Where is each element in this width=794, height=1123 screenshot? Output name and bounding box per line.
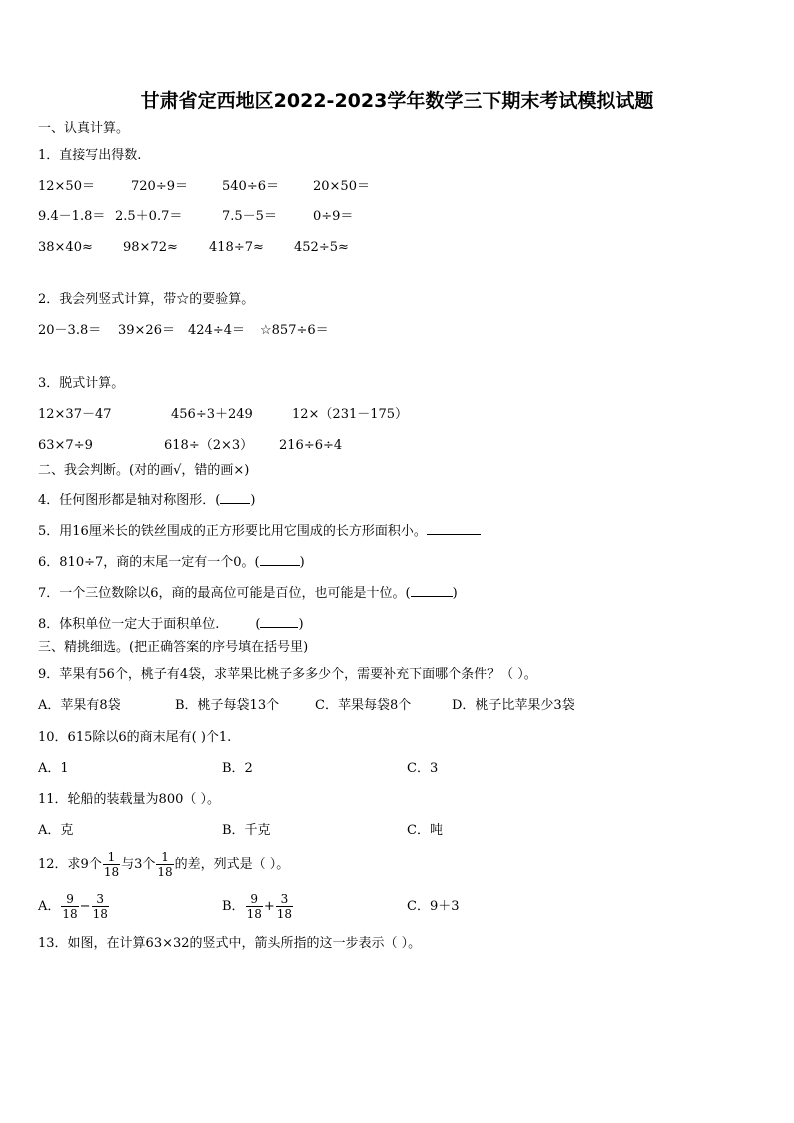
q7 bbox=[38, 582, 458, 603]
answer-blank[interactable] bbox=[427, 520, 481, 535]
q11-option-b: B．千克 bbox=[222, 823, 271, 838]
q2-item: 20－3.8＝ bbox=[38, 323, 102, 338]
q10-option-a: A．1 bbox=[38, 761, 69, 776]
q6 bbox=[38, 551, 305, 572]
q1-item: 418÷7≈ bbox=[209, 240, 264, 255]
q1-item: 20×50＝ bbox=[313, 179, 370, 194]
q8-open: ( bbox=[255, 617, 261, 632]
q2-item: 424÷4＝ bbox=[188, 323, 245, 338]
q3-item: 12×（231－175） bbox=[292, 407, 409, 422]
q11-option-a: A．克 bbox=[38, 823, 74, 838]
q2-item: 39×26＝ bbox=[118, 323, 175, 338]
answer-blank[interactable] bbox=[411, 582, 453, 597]
answer-blank[interactable] bbox=[260, 551, 300, 566]
q12-option-c: C．9＋3 bbox=[407, 899, 460, 914]
q1-item: 452÷5≈ bbox=[294, 240, 349, 255]
q12-fraction: $\frac{1}{18}$ bbox=[103, 850, 120, 879]
q6-text: 6．810÷7，商的末尾一定有一个0。( bbox=[38, 555, 260, 570]
q1-item: 0÷9＝ bbox=[313, 209, 354, 224]
q10-text: 10．615除以6的商末尾有( )个1. bbox=[38, 730, 232, 745]
q12-text bbox=[38, 850, 289, 880]
q12-post: 的差，列式是（ ）。 bbox=[174, 857, 290, 872]
q4-text: 4．任何图形都是轴对称图形．( bbox=[38, 493, 221, 508]
q8-close: ) bbox=[298, 617, 304, 632]
q8 bbox=[38, 613, 304, 634]
page-title: 甘肃省定西地区2022-2023学年数学三下期末考试模拟试题 bbox=[140, 90, 654, 112]
q10-option-c: C．3 bbox=[407, 761, 439, 776]
q12-fraction: $\frac{1}{18}$ bbox=[157, 850, 173, 879]
section-2-heading: 二、我会判断。(对的画√，错的画×) bbox=[38, 463, 250, 478]
answer-blank[interactable] bbox=[260, 613, 298, 628]
q12-option-b: B． $\frac{9}{18}$ + $\frac{3}{18}$ bbox=[222, 892, 293, 921]
q8-text: 8．体积单位一定大于面积单位. bbox=[38, 617, 220, 632]
q7-text: 7．一个三位数除以6，商的最高位可能是百位，也可能是十位。( bbox=[38, 586, 411, 601]
q2-label: 2．我会列竖式计算，带☆的要验算。 bbox=[38, 292, 255, 307]
q3-item: 63×7÷9 bbox=[38, 438, 93, 453]
section-1-heading: 一、认真计算。 bbox=[38, 121, 130, 136]
q13-text: 13．如图，在计算63×32的竖式中，箭头所指的这一步表示（ ）。 bbox=[38, 936, 422, 951]
q1-item: 2.5＋0.7＝ bbox=[115, 209, 183, 224]
q2-item: ☆857÷6＝ bbox=[260, 323, 329, 338]
q3-label: 3．脱式计算。 bbox=[38, 376, 125, 391]
q1-label: 1．直接写出得数. bbox=[38, 148, 142, 163]
q12-mid: 与3个 bbox=[121, 857, 156, 872]
q1-item: 720÷9＝ bbox=[131, 179, 188, 194]
q6-close: ) bbox=[299, 555, 305, 570]
q4 bbox=[38, 489, 255, 510]
q1-item: 7.5－5＝ bbox=[222, 209, 277, 224]
q9-option-d: D．桃子比苹果少3袋 bbox=[452, 698, 575, 713]
q1-item: 12×50＝ bbox=[38, 179, 95, 194]
q10-option-b: B．2 bbox=[222, 761, 253, 776]
q1-item: 98×72≈ bbox=[123, 240, 178, 255]
q7-close: ) bbox=[452, 586, 458, 601]
q3-item: 216÷6÷4 bbox=[279, 438, 343, 453]
section-3-heading: 三、精挑细选。(把正确答案的序号填在括号里) bbox=[38, 640, 309, 655]
q4-close: ) bbox=[250, 493, 256, 508]
q3-item: 12×37－47 bbox=[38, 407, 112, 422]
q12-option-a: A． $\frac{9}{18}$ − $\frac{3}{18}$ bbox=[38, 892, 108, 921]
q9-text: 9．苹果有56个，桃子有4袋，求苹果比桃子多多少个，需要补充下面哪个条件？（ ）。 bbox=[38, 667, 537, 682]
q1-item: 540÷6＝ bbox=[222, 179, 279, 194]
q9-option-b: B．桃子每袋13个 bbox=[175, 698, 280, 713]
q3-item: 456÷3＋249 bbox=[171, 407, 253, 422]
q12-pre: 12．求9个 bbox=[38, 857, 102, 872]
q1-item: 9.4－1.8＝ bbox=[38, 209, 106, 224]
q9-option-a: A．苹果有8袋 bbox=[38, 698, 121, 713]
q3-item: 618÷（2×3） bbox=[164, 438, 254, 453]
q11-option-c: C．吨 bbox=[407, 823, 443, 838]
q1-item: 38×40≈ bbox=[38, 240, 93, 255]
q5 bbox=[38, 520, 481, 541]
q5-text: 5．用16厘米长的铁丝围成的正方形要比用它围成的长方形面积小。 bbox=[38, 524, 427, 539]
answer-blank[interactable] bbox=[220, 489, 250, 504]
q9-option-c: C．苹果每袋8个 bbox=[315, 698, 412, 713]
q11-text: 11．轮船的装载量为800（ ）。 bbox=[38, 792, 220, 807]
